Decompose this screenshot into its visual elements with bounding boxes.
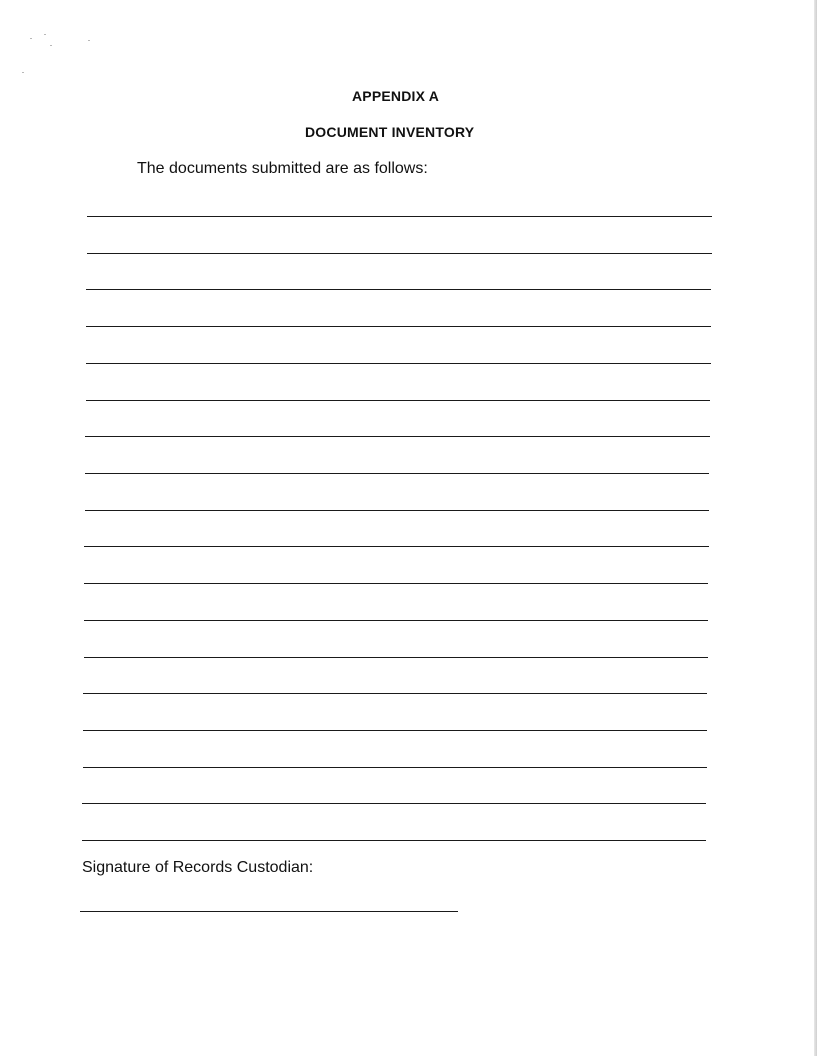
document-entry-line: [86, 363, 711, 364]
scan-speck: [50, 45, 52, 46]
scan-speck: [22, 72, 24, 73]
document-entry-line: [84, 546, 709, 547]
document-entry-line: [86, 400, 711, 401]
document-entry-line: [82, 803, 706, 804]
document-entry-line: [86, 326, 711, 327]
scan-speck: [44, 34, 46, 35]
document-entry-line: [83, 730, 707, 731]
document-entry-line: [85, 473, 710, 474]
document-entry-line: [84, 620, 708, 621]
scan-speck: [30, 38, 32, 39]
document-entry-line: [84, 657, 708, 658]
document-entry-line: [82, 840, 706, 841]
inventory-title: DOCUMENT INVENTORY: [305, 124, 475, 140]
scan-speck: [88, 40, 90, 41]
signature-label: Signature of Records Custodian:: [82, 859, 314, 876]
document-entry-line: [87, 253, 712, 254]
document-entry-line: [85, 510, 710, 511]
document-entry-line: [83, 767, 707, 768]
appendix-title: APPENDIX A: [352, 88, 440, 104]
document-entry-line: [83, 693, 707, 694]
document-entry-line: [85, 436, 710, 437]
document-entry-line: [86, 289, 711, 290]
document-entry-line: [87, 216, 712, 217]
signature-line: [80, 911, 458, 912]
document-entry-line: [84, 583, 708, 584]
intro-text: The documents submitted are as follows:: [137, 160, 428, 177]
